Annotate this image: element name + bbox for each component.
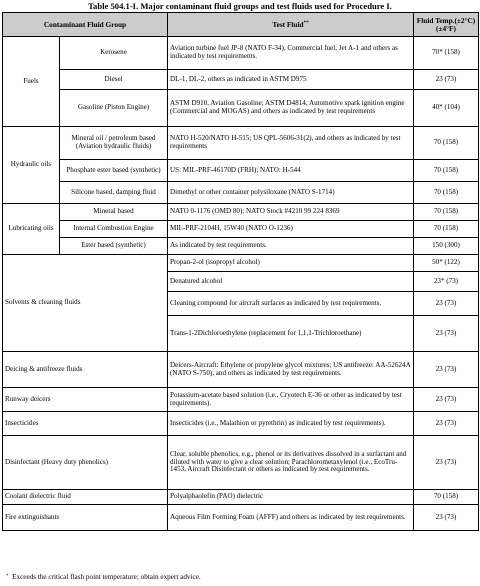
- fluid-trans: Trans-1-2Dichloroethylene (replacement for 1,1,1-Trichloroethane): [168, 316, 414, 352]
- table-row: [3, 412, 479, 436]
- temp-phosphate: 70 (158): [414, 160, 479, 182]
- temp-gasoline: 40* (104): [414, 90, 479, 127]
- fluid-gasoline: ASTM D910, Aviation Gasoline; ASTM D4814, Automotive spark ignition engine (Commercial and MOGAS) and others as indicated by test requirements: [168, 90, 414, 127]
- table-row: [3, 70, 479, 90]
- temp-mineral-hydraulic: 70 (158): [414, 127, 479, 160]
- table-row: [3, 436, 479, 490]
- fluid-denatured: Denatured alcohol: [168, 272, 414, 292]
- temp-denatured: 23* (73): [414, 272, 479, 292]
- table-header-row: [3, 13, 479, 37]
- table-row: [3, 490, 479, 505]
- temp-coolant: 70 (158): [414, 490, 479, 505]
- fluid-cleaning: Cleaning compound for aircraft surfaces as indicated by test requirements.: [168, 292, 414, 316]
- sub-mineral-lub: Mineral based: [60, 204, 168, 221]
- fluid-disinfectant: Clear, soluble phenolics, e.g., phenol or its derivatives dissolved in a surfactant and diluted with water to give a clear solution; Parachlorometaxylenol (i.e., EcoTru-1453, Aircraft Disinfectant or others as indicated by test requirements.: [168, 436, 414, 490]
- sub-diesel: Diesel: [60, 70, 168, 90]
- group-hydraulic: Hydraulic oils: [3, 127, 60, 204]
- temp-disinfectant: 23 (73): [414, 436, 479, 490]
- group-disinfectant: Disinfectant (Heavy duty phenolics): [3, 436, 168, 490]
- table-row: [3, 90, 479, 127]
- table-row: [3, 160, 479, 182]
- group-solvents: Solvents & cleaning fluids: [3, 255, 168, 352]
- table-row: [3, 221, 479, 238]
- table-caption: Table 504.1-I. Major contaminant fluid groups and test fluids used for Procedure I.: [88, 1, 392, 11]
- sub-silicone: Silicone based, damping fluid: [60, 182, 168, 204]
- group-fuels: Fuels: [3, 37, 60, 127]
- sub-ester: Ester based (synthetic): [60, 238, 168, 255]
- table-row: [3, 352, 479, 388]
- sub-gasoline: Gasoline (Piston Engine): [60, 90, 168, 127]
- fluid-ice: MIL-PRF-2104H, 15W40 (NATO O-1236): [168, 221, 414, 238]
- footnote: * Exceeds the critical flash point temperature; obtain expert advice.: [6, 573, 201, 581]
- fluid-silicone: Dimethyl or other container polysiloxane (NATO S-1714): [168, 182, 414, 204]
- table-row: [3, 238, 479, 255]
- fluid-runway: Potassium-acetate based solution (i.e., Cryotech E-36 or other as indicated by test requirements).: [168, 388, 414, 412]
- temp-insecticides: 23 (73): [414, 412, 479, 436]
- fluid-deicers: Deicers-Aircraft: Ethylene or propylene glycol mixtures; US antifreeze: AA-52624A (NATO S-750), and others as indicated by test requirements.: [168, 352, 414, 388]
- table-row: [3, 182, 479, 204]
- temp-silicone: 70 (158): [414, 182, 479, 204]
- temp-kerosene: 70* (158): [414, 37, 479, 70]
- fluid-insecticides: Insecticides (i.e., Malathion or pyrethrin) as indicated by test requirements).: [168, 412, 414, 436]
- fluid-phosphate: US: MIL-PRF-46170D (FRH); NATO: H-544: [168, 160, 414, 182]
- group-fire: Fire extinguishants: [3, 505, 168, 531]
- group-lubricating: Lubricating oils: [3, 204, 60, 255]
- temp-deicers: 23 (73): [414, 352, 479, 388]
- temp-trans: 23 (73): [414, 316, 479, 352]
- temp-mineral-lub: 70 (158): [414, 204, 479, 221]
- fluid-kerosene: Aviation turbine fuel JP-8 (NATO F-34), Commercial fuel, Jet A-1 and others as indicated by test requirements.: [168, 37, 414, 70]
- temp-fire: 23 (73): [414, 505, 479, 531]
- group-coolant: Coolant dielectric fluid: [3, 490, 168, 505]
- fluid-diesel: DL-1, DL-2, others as indicated in ASTM D975: [168, 70, 414, 90]
- group-runway: Runway deicers: [3, 388, 168, 412]
- sub-kerosene: Kerosene: [60, 37, 168, 70]
- group-insecticides: Insecticides: [3, 412, 168, 436]
- temp-cleaning: 23 (73): [414, 292, 479, 316]
- contaminant-table: [2, 12, 479, 531]
- table-row: [3, 37, 479, 70]
- temp-ester: 150 (300): [414, 238, 479, 255]
- fluid-coolant: Polyalphaolefin (PAO) dielectric: [168, 490, 414, 505]
- temp-propanol: 50* (122): [414, 255, 479, 272]
- fluid-propanol: Propan-2-ol (isopropyl alcohol): [168, 255, 414, 272]
- fluid-mineral-lub: NATO 0-1176 (OMD 80); NATO Stock #4210 99 224 8369: [168, 204, 414, 221]
- table-row: [3, 127, 479, 160]
- fluid-ester: As indicated by test requirements.: [168, 238, 414, 255]
- header-temp: Fluid Temp.(±2°C) (±4°F): [414, 13, 479, 37]
- header-group: Contaminant Fluid Group: [3, 13, 168, 37]
- sub-mineral-hydraulic: Mineral oil / petroleum based (Aviation hydraulic fluids): [60, 127, 168, 160]
- fluid-fire: Aqueous Film Forming Foam (AFFF) and others as indicated by test requirements.: [168, 505, 414, 531]
- sub-phosphate: Phosphate ester based (synthetic): [60, 160, 168, 182]
- temp-runway: 23 (73): [414, 388, 479, 412]
- temp-diesel: 23 (73): [414, 70, 479, 90]
- fluid-mineral-hydraulic: NATO H-520/NATO H-515; US QPL-5606-31(2), and others as indicated by test requirements: [168, 127, 414, 160]
- table-row: [3, 388, 479, 412]
- header-test-fluid: Test Fluid**: [168, 13, 414, 37]
- sub-ice: Internal Combustion Engine: [60, 221, 168, 238]
- group-deicing: Deicing & antifreeze fluids: [3, 352, 168, 388]
- table-row: [3, 255, 479, 272]
- temp-ice: 70 (158): [414, 221, 479, 238]
- table-row: [3, 505, 479, 531]
- table-row: [3, 204, 479, 221]
